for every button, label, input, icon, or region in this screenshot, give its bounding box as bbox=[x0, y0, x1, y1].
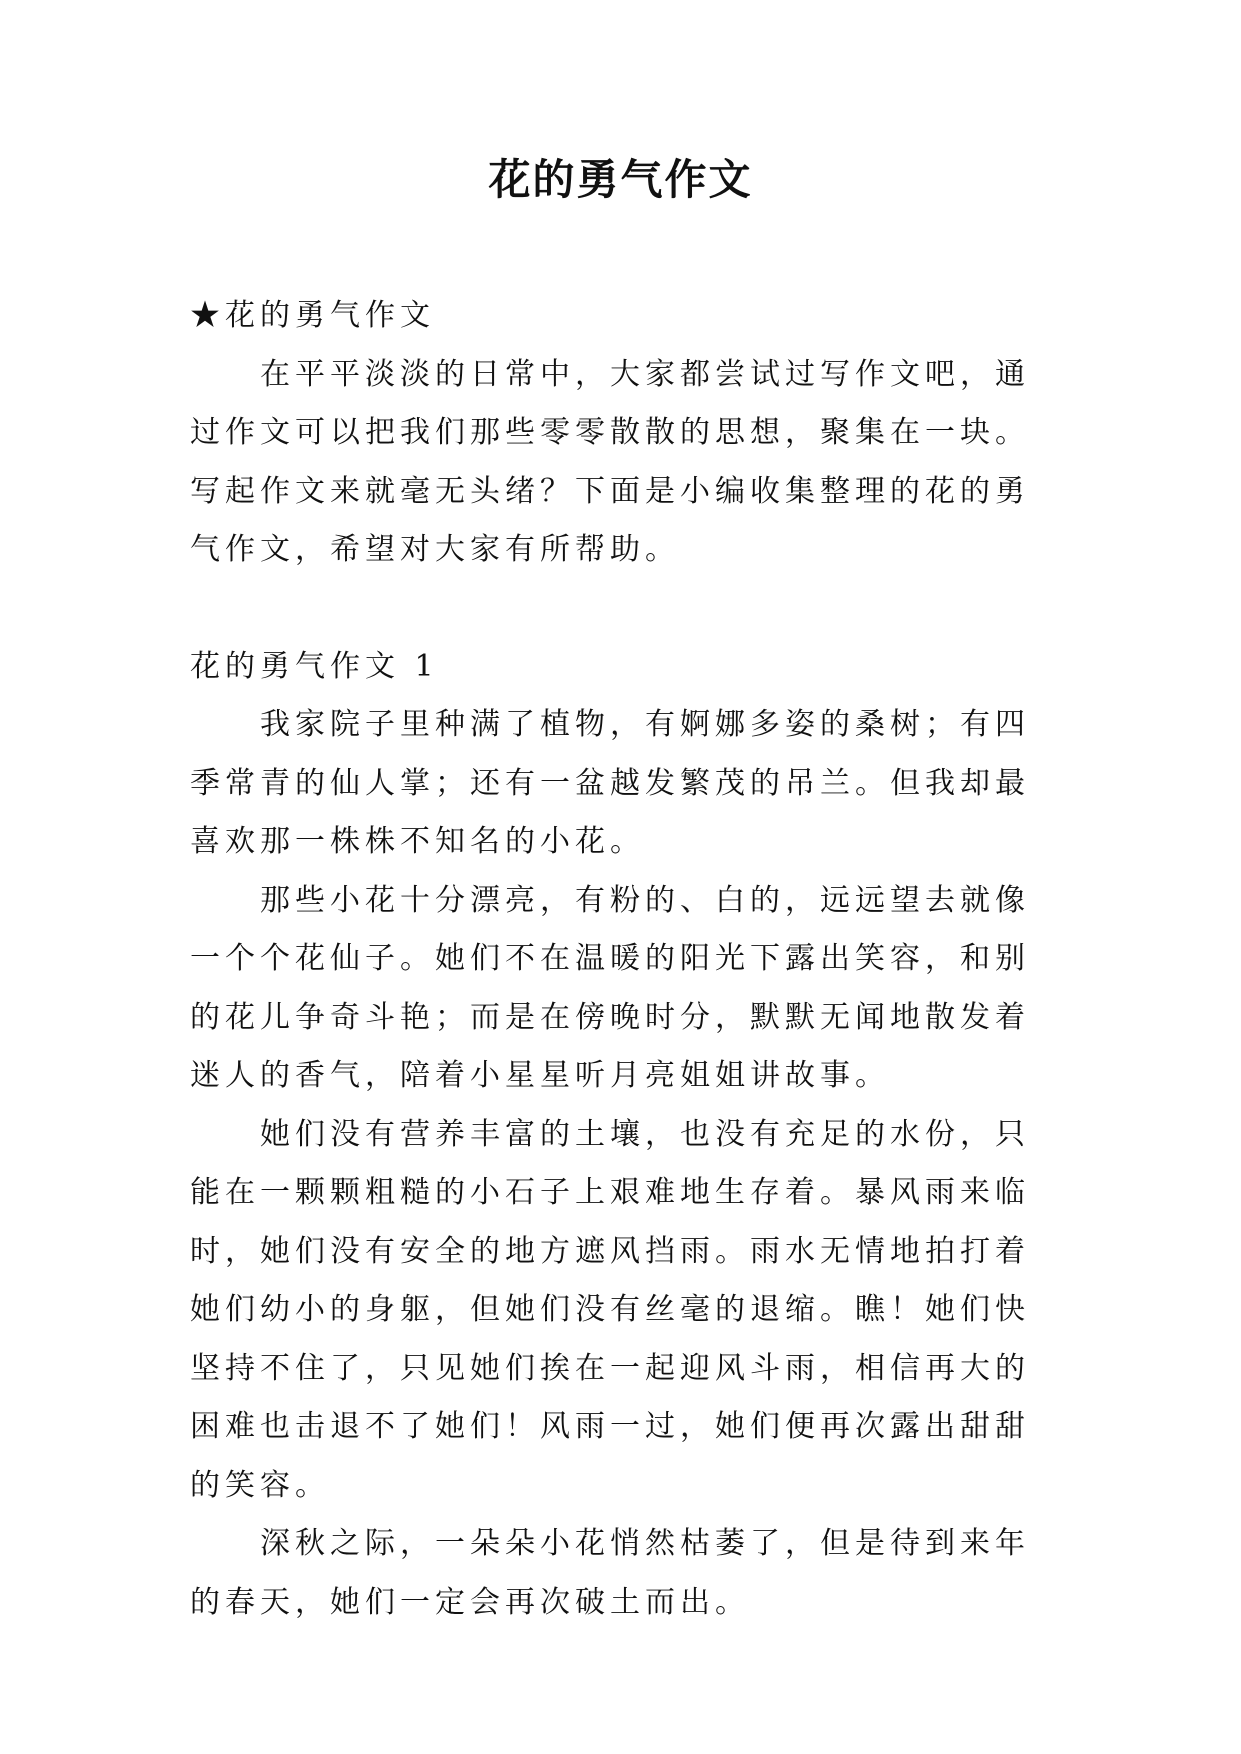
lead-line: ★花的勇气作文 bbox=[190, 298, 435, 333]
essay-paragraph: 她们没有营养丰富的土壤，也没有充足的水份，只能在一颗颗粗糙的小石子上艰难地生存着。暴风雨来临时，她们没有安全的地方遮风挡雨。雨水无情地拍打着她们幼小的身躯，但她们没有丝毫的退缩。瞧！她们快坚持不住了，只见她们挨在一起迎风斗雨，相信再大的困难也击退不了她们！风雨一过，她们便再次露出甜甜的笑容。 bbox=[190, 1116, 1030, 1503]
document-body bbox=[190, 287, 1050, 1632]
essay-heading: 花的勇气作文 1 bbox=[190, 648, 439, 684]
essay-paragraph: 那些小花十分漂亮，有粉的、白的，远远望去就像一个个花仙子。她们不在温暖的阳光下露出笑容，和别的花儿争奇斗艳；而是在傍晚时分，默默无闻地散发着迷人的香气，陪着小星星听月亮姐姐讲故事。 bbox=[190, 882, 1030, 1093]
document-title: 花的勇气作文 bbox=[488, 155, 753, 204]
essay-paragraph: 我家院子里种满了植物，有婀娜多姿的桑树；有四季常青的仙人掌；还有一盆越发繁茂的吊兰。但我却最喜欢那一株株不知名的小花。 bbox=[190, 707, 1030, 859]
intro-paragraph: 在平平淡淡的日常中，大家都尝试过写作文吧，通过作文可以把我们那些零零散散的思想，聚集在一块。写起作文来就毫无头绪？下面是小编收集整理的花的勇气作文，希望对大家有所帮助。 bbox=[190, 356, 1030, 567]
essay-paragraph: 深秋之际，一朵朵小花悄然枯萎了，但是待到来年的春天，她们一定会再次破土而出。 bbox=[190, 1526, 1030, 1620]
section-spacer bbox=[190, 580, 1050, 638]
